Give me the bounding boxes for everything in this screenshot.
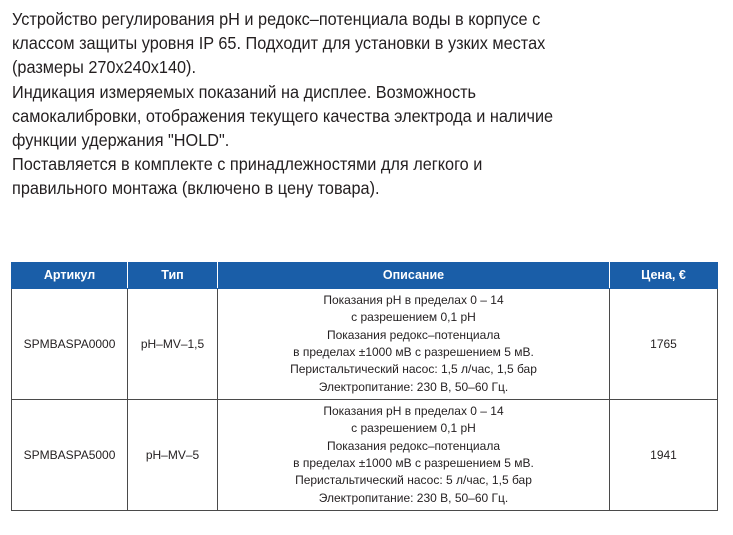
table-header-row <box>12 262 718 289</box>
cell-article: SPMBASPA5000 <box>12 400 128 511</box>
cell-price: 1941 <box>610 400 718 511</box>
cell-description <box>218 400 610 511</box>
cell-description <box>218 289 610 400</box>
description-line: Электропитание: 230 В, 50–60 Гц. <box>318 379 509 394</box>
intro-line: (размеры 270x240x140). <box>12 57 196 78</box>
product-table <box>11 262 718 511</box>
description-line: Показания редокс–потенциала <box>326 438 500 453</box>
description-line: Показания редокс–потенциала <box>326 327 500 342</box>
header-description: Описание <box>218 262 610 289</box>
intro-line: правильного монтажа (включено в цену товара). <box>12 178 380 199</box>
intro-line: самокалибровки, отображения текущего качества электрода и наличие <box>12 105 554 126</box>
header-article: Артикул <box>12 262 128 289</box>
description-line: в пределах ±1000 мВ с разрешением 5 мВ. <box>293 456 534 470</box>
intro-line: Устройство регулирования рН и редокс–потенциала воды в корпусе с <box>12 9 541 29</box>
description-line: Показания pH в пределах 0 – 14 <box>323 404 504 419</box>
header-price: Цена, € <box>610 262 718 289</box>
description-line: в пределах ±1000 мВ с разрешением 5 мВ. <box>293 345 534 359</box>
cell-type: pH–MV–1,5 <box>128 289 218 400</box>
description-line: Показания pH в пределах 0 – 14 <box>323 293 504 308</box>
table-row <box>12 289 718 400</box>
intro-line: функции удержания "HOLD". <box>12 130 230 151</box>
description-line: Перистальтический насос: 1,5 л/час, 1,5 бар <box>290 362 537 377</box>
cell-article: SPMBASPA0000 <box>12 289 128 400</box>
cell-type: pH–MV–5 <box>128 400 218 511</box>
description-line: Электропитание: 230 В, 50–60 Гц. <box>318 490 509 505</box>
intro-line: классом защиты уровня IP 65. Подходит для установки в узких местах <box>12 33 546 54</box>
description-line: с разрешением 0,1 pH <box>351 310 476 325</box>
description-line: с разрешением 0,1 pH <box>351 421 476 436</box>
intro-line: Индикация измеряемых показаний на дисплее. Возможность <box>12 81 477 102</box>
product-description-text <box>12 7 677 201</box>
header-type: Тип <box>128 262 218 289</box>
description-line: Перистальтический насос: 5 л/час, 1,5 бар <box>295 473 532 488</box>
table-row <box>12 400 718 511</box>
cell-price: 1765 <box>610 289 718 400</box>
intro-line: Поставляется в комплекте с принадлежностями для легкого и <box>12 154 483 175</box>
